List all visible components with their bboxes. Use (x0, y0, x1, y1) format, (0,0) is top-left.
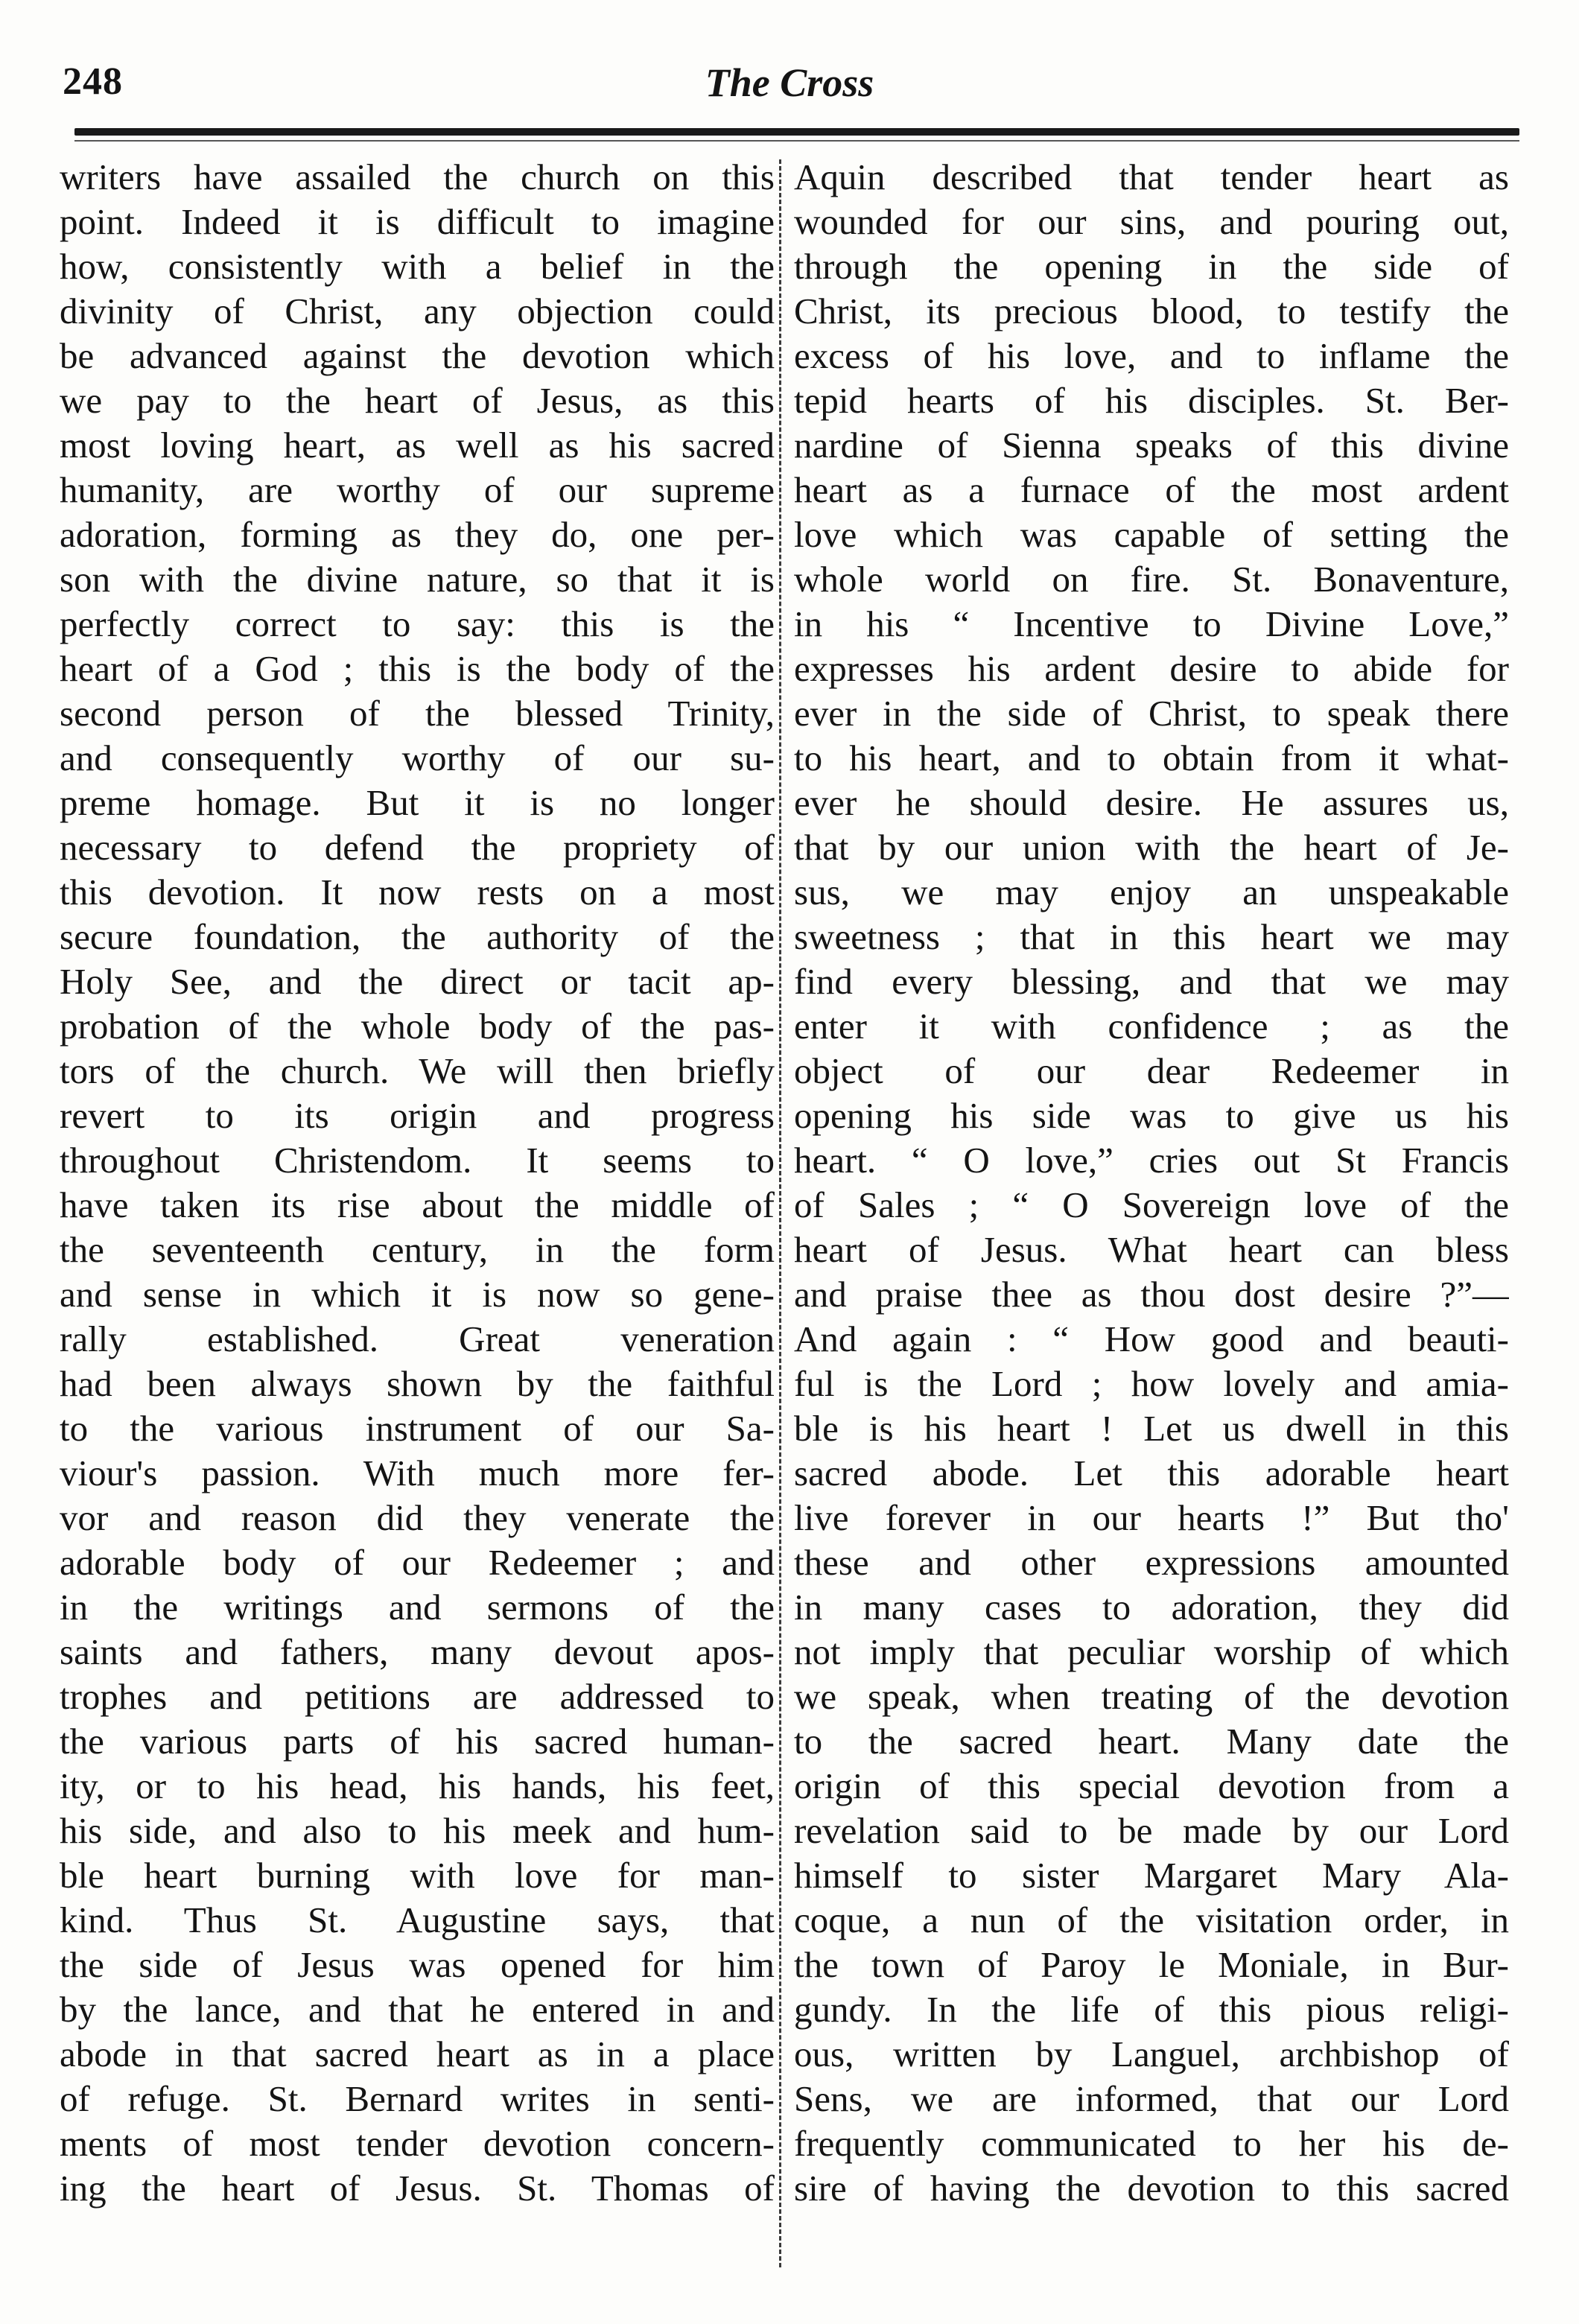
text-line: frequently communicated to her his de- (794, 2123, 1509, 2164)
text-line: gundy. In the life of this pious religi- (794, 1989, 1509, 2030)
text-line: expresses his ardent desire to abide for (794, 648, 1509, 689)
text-line: heart of a God ; this is the body of the (60, 648, 775, 689)
text-line: not imply that peculiar worship of which (794, 1631, 1509, 1672)
text-line: Aquin described that tender heart as (794, 156, 1509, 197)
text-line: we pay to the heart of Jesus, as this (60, 380, 775, 421)
column-divider (779, 159, 781, 2267)
text-line: these and other expressions amounted (794, 1542, 1509, 1583)
text-line: most loving heart, as well as his sacred (60, 425, 775, 466)
text-line: ments of most tender devotion concern- (60, 2123, 775, 2164)
text-line: find every blessing, and that we may (794, 961, 1509, 1002)
running-title: The Cross (705, 60, 874, 105)
text-line: excess of his love, and to inflame the (794, 335, 1509, 376)
text-line: ever in the side of Christ, to speak there (794, 693, 1509, 734)
text-line: the various parts of his sacred human- (60, 1721, 775, 1762)
text-line: heart. “ O love,” cries out St Francis (794, 1140, 1509, 1181)
text-line: ever he should desire. He assures us, (794, 782, 1509, 823)
text-line: in many cases to adoration, they did (794, 1587, 1509, 1628)
text-line: ity, or to his head, his hands, his feet, (60, 1765, 775, 1806)
text-line: whole world on fire. St. Bonaventure, (794, 559, 1509, 600)
text-line: had been always shown by the faithful (60, 1363, 775, 1404)
text-line: ful is the Lord ; how lovely and amia- (794, 1363, 1509, 1404)
text-line: necessary to defend the propriety of (60, 827, 775, 868)
text-line: second person of the blessed Trinity, (60, 693, 775, 734)
text-line: adoration, forming as they do, one per- (60, 514, 775, 555)
text-line: revert to its origin and progress (60, 1095, 775, 1136)
right-column (794, 155, 1509, 2270)
text-line: to the sacred heart. Many date the (794, 1721, 1509, 1762)
text-line: point. Indeed it is difficult to imagine (60, 201, 775, 242)
text-line: adorable body of our Redeemer ; and (60, 1542, 775, 1583)
text-line: to his heart, and to obtain from it what- (794, 737, 1509, 778)
text-line: be advanced against the devotion which (60, 335, 775, 376)
text-line: of refuge. St. Bernard writes in senti- (60, 2078, 775, 2119)
text-line: sacred abode. Let this adorable heart (794, 1452, 1509, 1493)
text-line: wounded for our sins, and pouring out, (794, 201, 1509, 242)
text-line: heart of Jesus. What heart can bless (794, 1229, 1509, 1270)
text-line: revelation said to be made by our Lord (794, 1810, 1509, 1851)
text-line: the town of Paroy le Moniale, in Bur- (794, 1944, 1509, 1985)
text-line: trophes and petitions are addressed to (60, 1676, 775, 1717)
text-line: Sens, we are informed, that our Lord (794, 2078, 1509, 2119)
text-line: and consequently worthy of our su- (60, 737, 775, 778)
text-line: tepid hearts of his disciples. St. Ber- (794, 380, 1509, 421)
text-line: sweetness ; that in this heart we may (794, 916, 1509, 957)
text-line: the side of Jesus was opened for him (60, 1944, 775, 1985)
text-line: his side, and also to his meek and hum- (60, 1810, 775, 1851)
text-line: in the writings and sermons of the (60, 1587, 775, 1628)
text-line: tors of the church. We will then briefly (60, 1050, 775, 1091)
text-line: writers have assailed the church on this (60, 156, 775, 197)
text-line: sus, we may enjoy an unspeakable (794, 872, 1509, 912)
text-line: secure foundation, the authority of the (60, 916, 775, 957)
text-line: by the lance, and that he entered in and (60, 1989, 775, 2030)
text-line: ble heart burning with love for man- (60, 1855, 775, 1896)
text-line: and praise thee as thou dost desire ?”— (794, 1274, 1509, 1315)
text-line: how, consistently with a belief in the (60, 246, 775, 287)
text-line: to the various instrument of our Sa- (60, 1408, 775, 1449)
text-line: enter it with confidence ; as the (794, 1006, 1509, 1047)
page-number: 248 (63, 60, 123, 103)
text-line: through the opening in the side of (794, 246, 1509, 287)
text-line: the seventeenth century, in the form (60, 1229, 775, 1270)
text-line: coque, a nun of the visitation order, in (794, 1899, 1509, 1940)
text-line: perfectly correct to say: this is the (60, 603, 775, 644)
text-line: preme homage. But it is no longer (60, 782, 775, 823)
text-line: humanity, are worthy of our supreme (60, 469, 775, 510)
text-line: this devotion. It now rests on a most (60, 872, 775, 912)
text-line: in his “ Incentive to Divine Love,” (794, 603, 1509, 644)
header-rule (74, 128, 1519, 136)
text-line: And again : “ How good and beauti- (794, 1318, 1509, 1359)
text-line: throughout Christendom. It seems to (60, 1140, 775, 1181)
text-line: vor and reason did they venerate the (60, 1497, 775, 1538)
text-line: divinity of Christ, any objection could (60, 290, 775, 331)
text-line: probation of the whole body of the pas- (60, 1006, 775, 1047)
text-line: and sense in which it is now so gene- (60, 1274, 775, 1315)
text-line: ous, written by Languel, archbishop of (794, 2034, 1509, 2074)
text-line: origin of this special devotion from a (794, 1765, 1509, 1806)
left-column (60, 155, 775, 2270)
text-line: we speak, when treating of the devotion (794, 1676, 1509, 1717)
text-line: of Sales ; “ O Sovereign love of the (794, 1184, 1509, 1225)
text-line: viour's passion. With much more fer- (60, 1452, 775, 1493)
text-line: Holy See, and the direct or tacit ap- (60, 961, 775, 1002)
page-header (45, 60, 1534, 119)
text-line: love which was capable of setting the (794, 514, 1509, 555)
text-line: nardine of Sienna speaks of this divine (794, 425, 1509, 466)
text-line: have taken its rise about the middle of (60, 1184, 775, 1225)
text-line: ble is his heart ! Let us dwell in this (794, 1408, 1509, 1449)
text-line: rally established. Great veneration (60, 1318, 775, 1359)
text-line: abode in that sacred heart as in a place (60, 2034, 775, 2074)
text-line: saints and fathers, many devout apos- (60, 1631, 775, 1672)
text-line: live forever in our hearts !” But tho' (794, 1497, 1509, 1538)
text-line: himself to sister Margaret Mary Ala- (794, 1855, 1509, 1896)
text-line: kind. Thus St. Augustine says, that (60, 1899, 775, 1940)
header-rule-thin (74, 140, 1519, 142)
text-line: Christ, its precious blood, to testify the (794, 290, 1509, 331)
text-line: sire of having the devotion to this sacred (794, 2168, 1509, 2209)
text-line: ing the heart of Jesus. St. Thomas of (60, 2168, 775, 2209)
text-line: object of our dear Redeemer in (794, 1050, 1509, 1091)
text-line: opening his side was to give us his (794, 1095, 1509, 1136)
text-line: that by our union with the heart of Je- (794, 827, 1509, 868)
text-line: son with the divine nature, so that it is (60, 559, 775, 600)
text-line: heart as a furnace of the most ardent (794, 469, 1509, 510)
